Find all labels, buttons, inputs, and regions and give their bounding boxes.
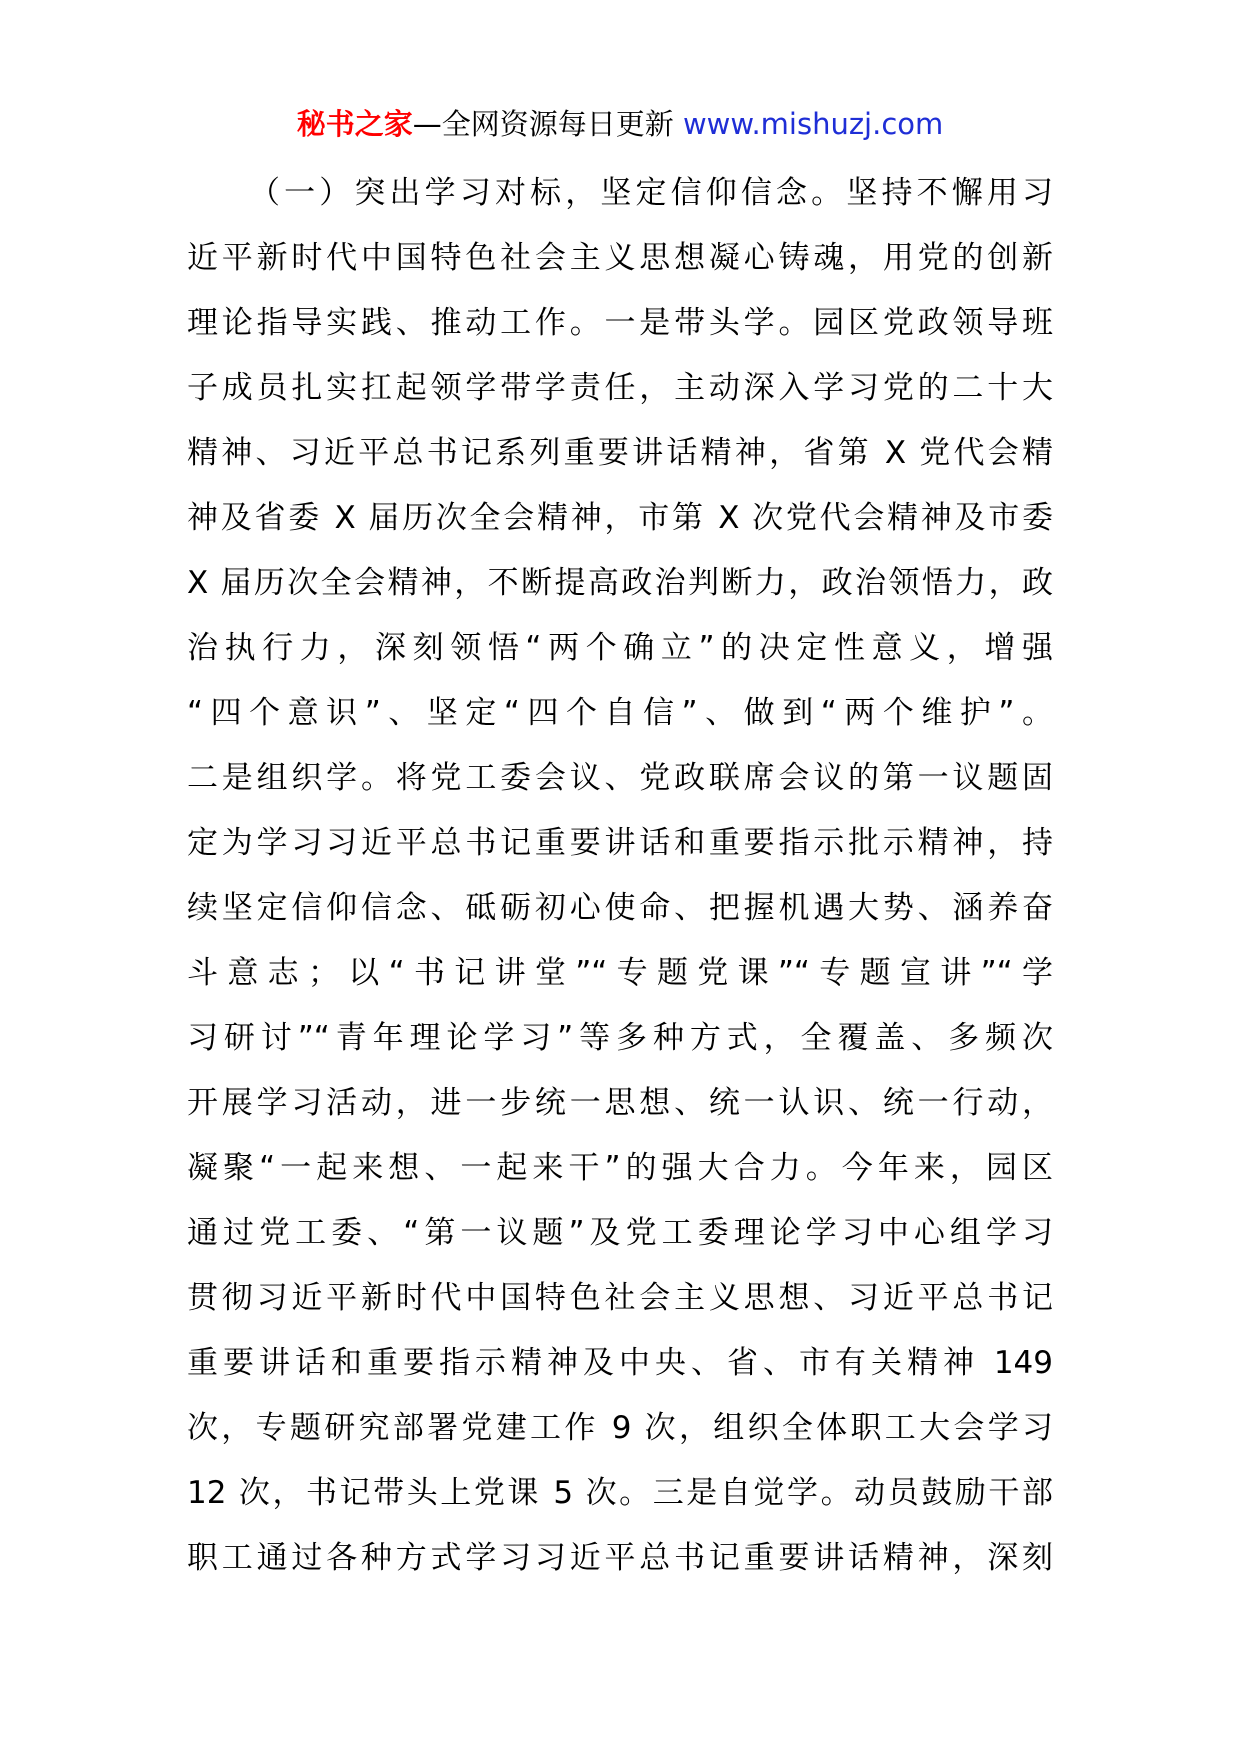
body-line: 治执行力，深刻领悟“两个确立”的决定性意义，增强 (187, 630, 1053, 666)
body-line: 神及省委 X 届历次全会精神，市第 X 次党代会精神及市委 (187, 500, 1053, 536)
body-line: 12 次，书记带头上党课 5 次。三是自觉学。动员鼓励干部 (187, 1475, 1053, 1511)
site-slogan: —全网资源每日更新 (412, 107, 674, 141)
site-url-link[interactable]: www.mishuzj.com (682, 107, 944, 141)
body-line: 续坚定信仰信念、砥砺初心使命、把握机遇大势、涵养奋 (187, 890, 1053, 926)
body-line: 重要讲话和重要指示精神及中央、省、市有关精神 149 (187, 1345, 1053, 1381)
body-line: 斗意志；以“书记讲堂”“专题党课”“专题宣讲”“学 (187, 955, 1053, 991)
body-line: 理论指导实践、推动工作。一是带头学。园区党政领导班 (187, 305, 1053, 341)
body-line: “四个意识”、坚定“四个自信”、做到“两个维护”。 (187, 695, 1053, 731)
body-line: 职工通过各种方式学习习近平总书记重要讲话精神，深刻 (187, 1540, 1053, 1576)
body-line: 子成员扎实扛起领学带学责任，主动深入学习党的二十大 (187, 370, 1053, 406)
document-body (187, 161, 1053, 1591)
body-line: 近平新时代中国特色社会主义思想凝心铸魂，用党的创新 (187, 240, 1053, 276)
body-line: 通过党工委、“第一议题”及党工委理论学习中心组学习 (187, 1215, 1053, 1251)
body-line: 定为学习习近平总书记重要讲话和重要指示批示精神，持 (187, 825, 1053, 861)
body-line: 精神、习近平总书记系列重要讲话精神，省第 X 党代会精 (187, 435, 1053, 471)
site-brand: 秘书之家 (296, 107, 413, 141)
body-line: 次，专题研究部署党建工作 9 次，组织全体职工大会学习 (187, 1410, 1053, 1446)
body-line: 开展学习活动，进一步统一思想、统一认识、统一行动， (187, 1085, 1053, 1121)
body-line: 二是组织学。将党工委会议、党政联席会议的第一议题固 (187, 760, 1053, 796)
body-line: X 届历次全会精神，不断提高政治判断力，政治领悟力，政 (187, 565, 1053, 601)
body-line: （一）突出学习对标，坚定信仰信念。坚持不懈用习 (249, 175, 1053, 211)
page-header (0, 100, 1240, 148)
body-line: 习研讨”“青年理论学习”等多种方式，全覆盖、多频次 (187, 1020, 1053, 1056)
body-line: 贯彻习近平新时代中国特色社会主义思想、习近平总书记 (187, 1280, 1053, 1316)
body-line: 凝聚“一起来想、一起来干”的强大合力。今年来，园区 (187, 1150, 1053, 1186)
